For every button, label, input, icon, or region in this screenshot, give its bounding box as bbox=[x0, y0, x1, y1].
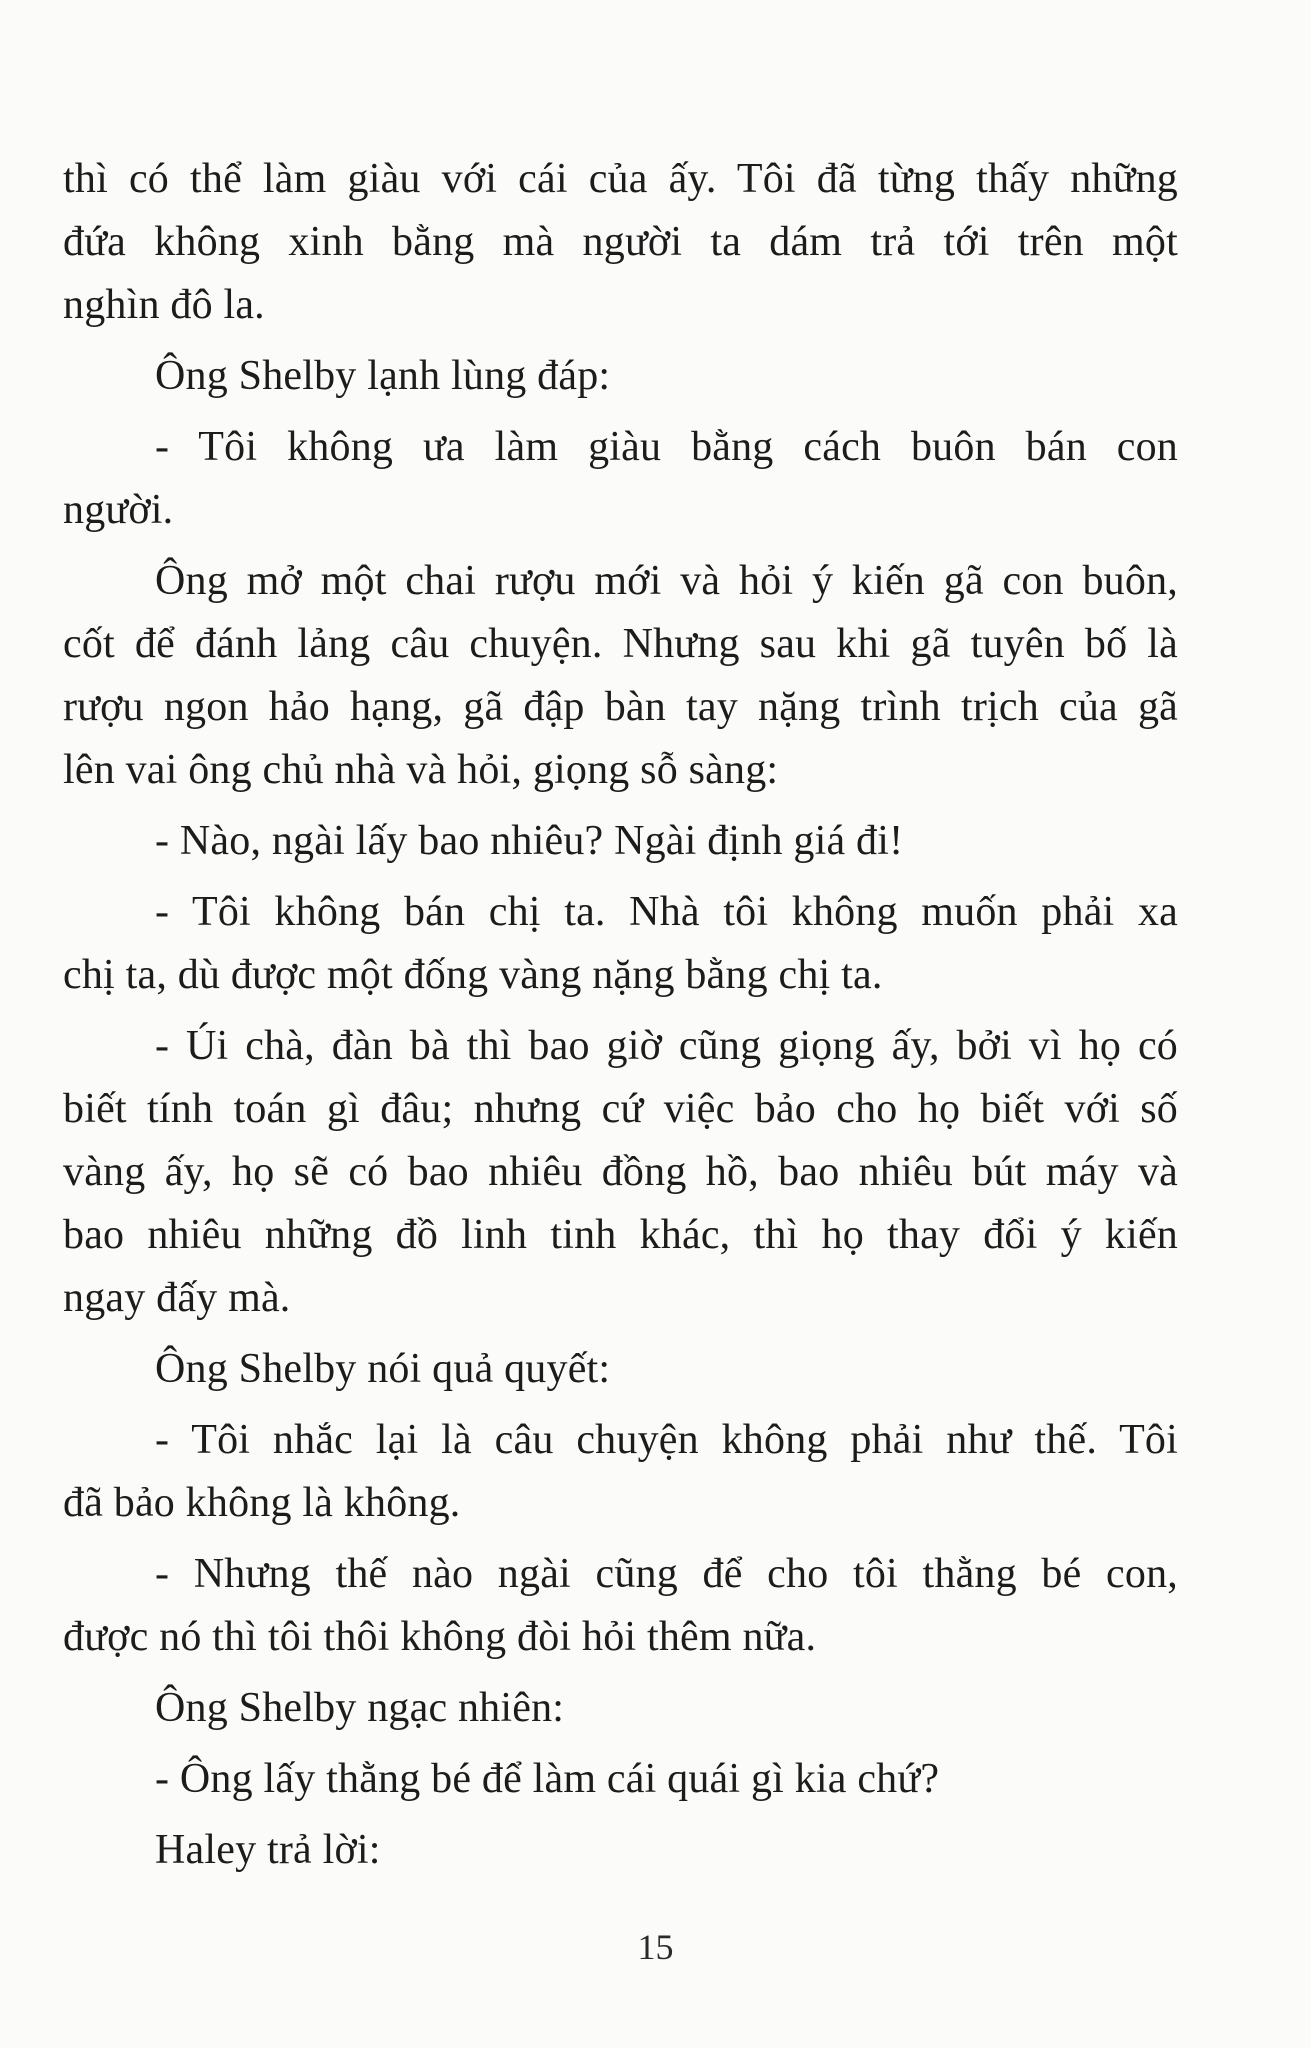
paragraph bbox=[63, 345, 1178, 408]
text-line: Haley trả lời: bbox=[155, 1827, 381, 1873]
paragraph bbox=[63, 1543, 1178, 1669]
text-line: Ông Shelby nói quả quyết: bbox=[155, 1346, 611, 1392]
text-line: nghìn đô la. bbox=[63, 282, 265, 328]
text-line: - Ông lấy thằng bé để làm cái quái gì kia chứ? bbox=[155, 1756, 940, 1802]
text-line: lên vai ông chủ nhà và hỏi, giọng sỗ sàng: bbox=[63, 747, 779, 793]
paragraph bbox=[63, 416, 1178, 542]
text-line: được nó thì tôi thôi không đòi hỏi thêm nữa. bbox=[63, 1614, 817, 1660]
text-line: chị ta, dù được một đống vàng nặng bằng chị ta. bbox=[63, 952, 883, 998]
text-line: - Úi chà, đàn bà thì bao giờ cũng giọng ấy, bởi vì họ có bbox=[155, 1023, 1178, 1069]
paragraph bbox=[63, 148, 1178, 337]
paragraph bbox=[63, 1409, 1178, 1535]
text-line: cốt để đánh lảng câu chuyện. Nhưng sau khi gã tuyên bố là bbox=[63, 621, 1178, 667]
paragraph bbox=[63, 810, 1178, 873]
text-line: vàng ấy, họ sẽ có bao nhiêu đồng hồ, bao nhiêu bút máy và bbox=[63, 1149, 1178, 1195]
paragraph bbox=[63, 881, 1178, 1007]
text-line: bao nhiêu những đồ linh tinh khác, thì họ thay đổi ý kiến bbox=[63, 1212, 1178, 1258]
body-text bbox=[63, 148, 1178, 1890]
text-line: thì có thể làm giàu với cái của ấy. Tôi đã từng thấy những bbox=[63, 156, 1178, 202]
text-line: đứa không xinh bằng mà người ta dám trả tới trên một bbox=[63, 219, 1178, 265]
paragraph bbox=[63, 1819, 1178, 1882]
text-line: - Tôi không bán chị ta. Nhà tôi không muốn phải xa bbox=[155, 889, 1178, 935]
text-line: đã bảo không là không. bbox=[63, 1480, 461, 1526]
text-line: - Nào, ngài lấy bao nhiêu? Ngài định giá đi! bbox=[155, 818, 904, 864]
text-line: biết tính toán gì đâu; nhưng cứ việc bảo cho họ biết với số bbox=[63, 1086, 1178, 1132]
text-line: - Nhưng thế nào ngài cũng để cho tôi thằng bé con, bbox=[155, 1551, 1178, 1597]
paragraph bbox=[63, 1015, 1178, 1330]
text-line: Ông Shelby lạnh lùng đáp: bbox=[155, 353, 611, 399]
text-line: - Tôi không ưa làm giàu bằng cách buôn bán con bbox=[155, 424, 1178, 470]
text-line: rượu ngon hảo hạng, gã đập bàn tay nặng trình trịch của gã bbox=[63, 684, 1178, 730]
text-line: Ông mở một chai rượu mới và hỏi ý kiến gã con buôn, bbox=[155, 558, 1178, 604]
text-line: người. bbox=[63, 487, 174, 533]
paragraph bbox=[63, 1338, 1178, 1401]
text-line: - Tôi nhắc lại là câu chuyện không phải như thế. Tôi bbox=[155, 1417, 1178, 1463]
paragraph bbox=[63, 550, 1178, 802]
paragraph bbox=[63, 1748, 1178, 1811]
text-line: ngay đấy mà. bbox=[63, 1275, 291, 1321]
paragraph bbox=[63, 1677, 1178, 1740]
text-line: Ông Shelby ngạc nhiên: bbox=[155, 1685, 565, 1731]
page-number: 15 bbox=[637, 1927, 674, 1967]
